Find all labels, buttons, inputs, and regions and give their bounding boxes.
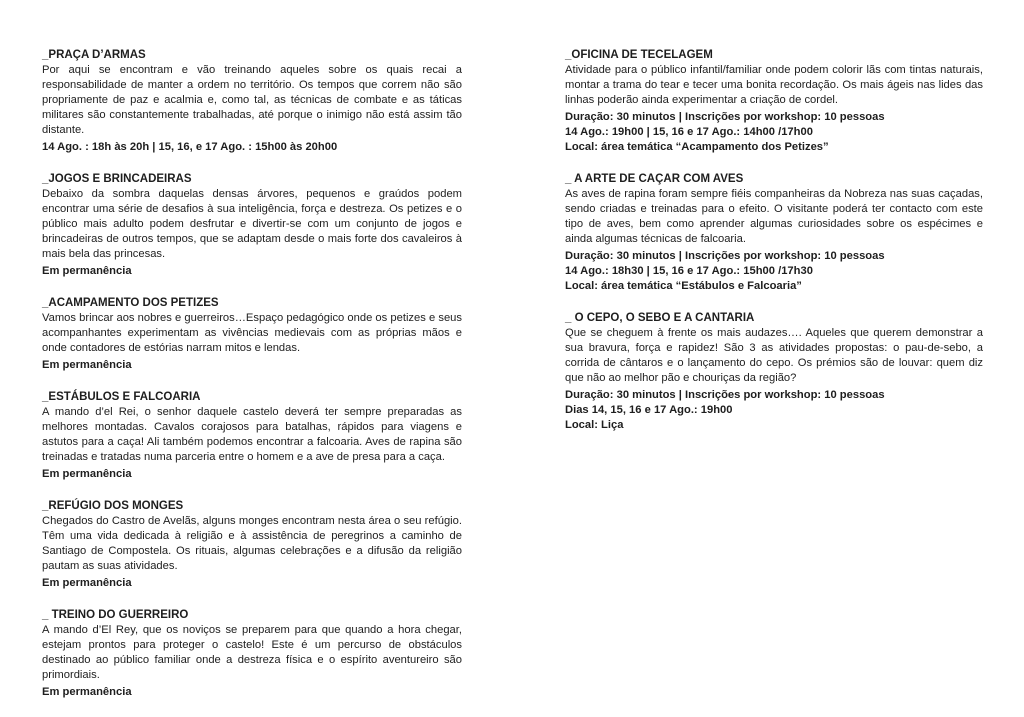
section-cepo-sebo-cantaria (565, 311, 983, 433)
section-duration: Duração: 30 minutos | Inscrições por workshop: 10 pessoas (565, 250, 885, 262)
section-location: Local: área temática “Estábulos e Falcoaria” (565, 280, 802, 292)
section-schedule: Dias 14, 15, 16 e 17 Ago.: 19h00 (565, 404, 733, 416)
section-title: _REFÚGIO DOS MONGES (42, 500, 184, 512)
right-column (565, 48, 983, 450)
section-description: Atividade para o público infantil/familiar onde podem colorir lãs com tintas naturais, montar a trama do tear e tecer uma bonita recordação. Os mais ágeis nas lides das linhas poderão ainda experimentar a criação de cordel. (565, 64, 983, 106)
section-treino-do-guerreiro (42, 608, 462, 700)
section-duration: Duração: 30 minutos | Inscrições por workshop: 10 pessoas (565, 111, 885, 123)
section-location: Local: área temática “Acampamento dos Petizes” (565, 141, 829, 153)
section-schedule: Em permanência (42, 686, 132, 698)
section-praca-darmas (42, 48, 462, 155)
section-description: Vamos brincar aos nobres e guerreiros…Espaço pedagógico onde os petizes e seus acompanhantes experimentam as vivências medievais com as próprias mãos e onde contadores de estórias narram mitos e lendas. (42, 312, 462, 354)
left-column (42, 48, 462, 717)
section-description: Que se cheguem à frente os mais audazes…. Aqueles que querem demonstrar a sua bravura, força e rapidez! São 3 as atividades propostas: o pau-de-sebo, a corrida de cântaros e o lançamento do cepo. Os prémios são de louvar: quem diz que não ao melhor pão e chouriças da região? (565, 327, 983, 384)
section-acampamento-dos-petizes (42, 296, 462, 373)
section-description: A mando d’El Rey, que os noviços se preparem para que quando a hora chegar, estejam prontos para proteger o castelo! Este é um percurso de obstáculos destinado ao público familiar onde a destreza física e o espírito aventureiro são primordiais. (42, 624, 462, 681)
section-oficina-de-tecelagem (565, 48, 983, 155)
section-schedule: 14 Ago.: 19h00 | 15, 16 e 17 Ago.: 14h00 /17h00 (565, 126, 813, 138)
section-description: Por aqui se encontram e vão treinando aqueles sobre os quais recai a responsabilidade de manter a ordem no território. Os tempos que correm não são propriamente de paz e acalmia e, como tal, as técnicas de combate e as táticas militares são constantemente trabalhadas, até porque o inimigo não está assim tão distante. (42, 64, 462, 136)
section-title: _JOGOS E BRINCADEIRAS (42, 173, 192, 185)
section-title: _ESTÁBULOS E FALCOARIA (42, 391, 201, 403)
section-title: _ TREINO DO GUERREIRO (42, 609, 189, 621)
section-estabulos-e-falcoaria (42, 390, 462, 482)
section-schedule: 14 Ago. : 18h às 20h | 15, 16, e 17 Ago. : 15h00 às 20h00 (42, 141, 338, 153)
section-schedule: Em permanência (42, 359, 132, 371)
section-title: _ A ARTE DE CAÇAR COM AVES (565, 173, 744, 185)
section-description: As aves de rapina foram sempre fiéis companheiras da Nobreza nas suas caçadas, sendo criadas e treinadas para o efeito. O visitante poderá ter contacto com este tipo de aves, bem como aprender algumas curiosidades sobre os espécimes e ainda algumas técnicas de falcoaria. (565, 188, 983, 245)
section-location: Local: Liça (565, 419, 624, 431)
section-title: _ O CEPO, O SEBO E A CANTARIA (565, 312, 755, 324)
section-schedule: Em permanência (42, 577, 132, 589)
section-title: _OFICINA DE TECELAGEM (565, 49, 713, 61)
section-duration: Duração: 30 minutos | Inscrições por workshop: 10 pessoas (565, 389, 885, 401)
section-schedule: 14 Ago.: 18h30 | 15, 16 e 17 Ago.: 15h00 /17h30 (565, 265, 813, 277)
section-title: _ACAMPAMENTO DOS PETIZES (42, 297, 219, 309)
section-schedule: Em permanência (42, 468, 132, 480)
section-description: Chegados do Castro de Avelãs, alguns monges encontram nesta área o seu refúgio. Têm uma vida dedicada à religião e à assistência de peregrinos a caminho de Santiago de Compostela. Os rituais, algumas celebrações e a difusão da religião pautam as suas atividades. (42, 515, 462, 572)
section-description: A mando d’el Rei, o senhor daquele castelo deverá ter sempre preparadas as melhores montadas. Cavalos corajosos para batalhas, rápidos para viagens e astutos para a caça! Ali também podemos encontrar a falcoaria. Aves de rapina são treinadas e tratadas numa parceria entre o homem e a ave de presa para a caça. (42, 406, 462, 463)
section-description: Debaixo da sombra daquelas densas árvores, pequenos e graúdos podem encontrar uma série de desafios à sua inteligência, força e destreza. Os petizes e o público mais adulto podem desfrutar e divertir-se com um conjunto de jogos e brincadeiras de outros tempos, que se adaptam desde o mais forte dos cavaleiros à mais bela das princesas. (42, 188, 462, 260)
section-schedule: Em permanência (42, 265, 132, 277)
section-refugio-dos-monges (42, 499, 462, 591)
section-arte-de-cacar-com-aves (565, 172, 983, 294)
section-title: _PRAÇA D’ARMAS (42, 49, 146, 61)
section-jogos-e-brincadeiras (42, 172, 462, 279)
